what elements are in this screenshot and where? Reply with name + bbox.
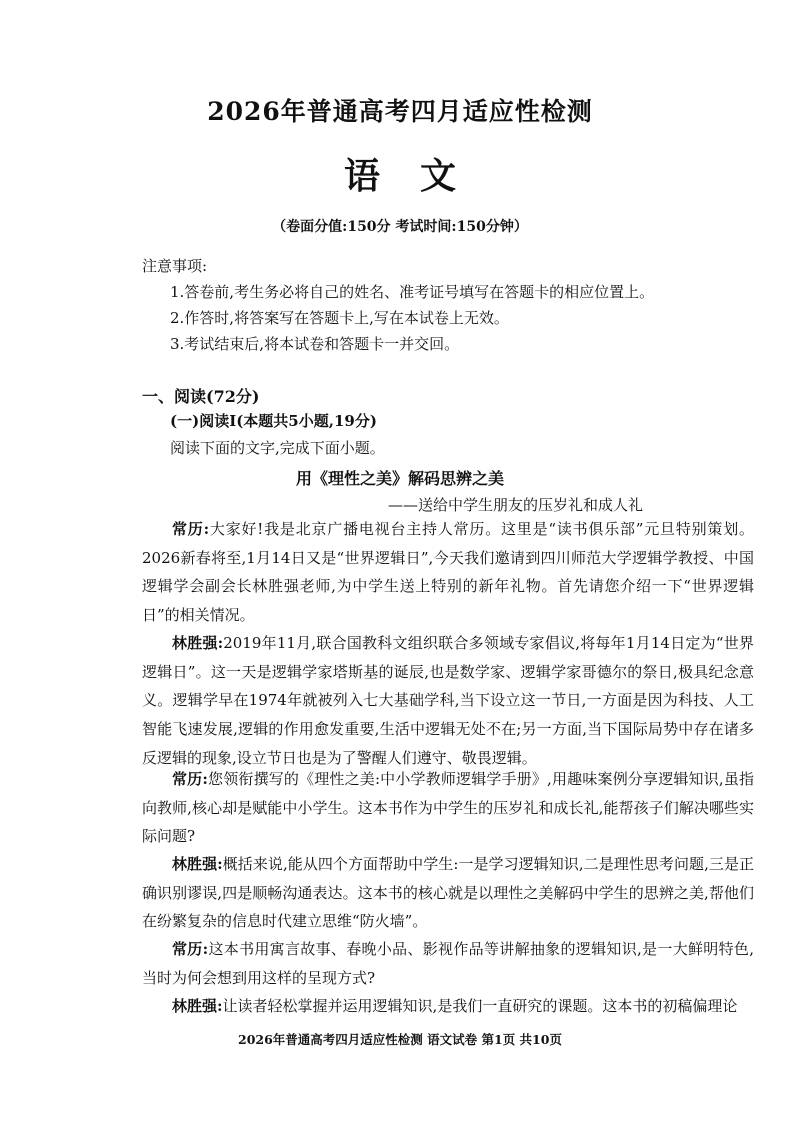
article-title: 用《理性之美》解码思辨之美 [295, 469, 504, 488]
article-subtitle: ——送给中学生朋友的压岁礼和成人礼 [388, 496, 644, 514]
dialogue-paragraph [142, 992, 754, 1021]
dialogue-paragraph [142, 765, 754, 851]
dialogue-paragraph [142, 515, 754, 630]
notice-item: 2.作答时,将答案写在答题卡上,写在本试卷上无效。 [170, 309, 509, 327]
speaker-name: 林胜强: [172, 855, 223, 873]
dialogue-paragraph [142, 935, 754, 992]
speaker-name: 常历: [172, 520, 210, 538]
speaker-name: 常历: [172, 770, 208, 788]
paragraph-text: 您领衔撰写的《理性之美:中小学教师逻辑学手册》,用趣味案例分享逻辑知识,虽指向教师,核心却是赋能中小学生。这本书作为中学生的压岁礼和成长礼,能帮孩子们解决哪些实际问题? [142, 770, 755, 846]
speaker-name: 林胜强: [172, 997, 223, 1015]
section-heading: 一、阅读(72分) [142, 387, 260, 406]
page-footer: 2026年普通高考四月适应性检测 语文试卷 第1页 共10页 [238, 1032, 562, 1047]
paragraph-text: 这本书用寓言故事、春晚小品、影视作品等讲解抽象的逻辑知识,是一大鲜明特色,当时为何会想到用这样的呈现方式? [142, 940, 754, 987]
notice-heading: 注意事项: [142, 257, 208, 275]
speaker-name: 常历: [172, 940, 209, 958]
subject-title: 语文 [343, 155, 496, 197]
dialogue-paragraph [142, 850, 754, 936]
section-instruction: 阅读下面的文字,完成下面小题。 [170, 439, 385, 457]
notice-item: 3.考试结束后,将本试卷和答题卡一并交回。 [170, 335, 460, 353]
paragraph-text: 2019年11月,联合国教科文组织联合多领域专家倡议,将每年1月14日定为“世界逻辑日”。这一天是逻辑学家塔斯基的诞辰,也是数学家、逻辑学家哥德尔的祭日,极具纪念意义。逻辑学早在1974年就被列入七大基础学科,当下设立这一节日,一方面是因为科技、人工智能飞速发展,逻辑的作用愈发重要,生活中逻辑无处不在;另一方面,当下国际局势中存在诸多反逻辑的现象,设立节日也是为了警醒人们遵守、敬畏逻辑。 [142, 634, 754, 767]
dialogue-paragraph [142, 629, 754, 773]
notice-item: 1.答卷前,考生务必将自己的姓名、准考证号填写在答题卡的相应位置上。 [170, 283, 655, 301]
paragraph-text: 大家好!我是北京广播电视台主持人常历。这里是“读书俱乐部”元旦特别策划。2026新春将至,1月14日又是“世界逻辑日”,今天我们邀请到四川师范大学逻辑学教授、中国逻辑学会副会长林胜强老师,为中学生送上特别的新年礼物。首先请您介绍一下“世界逻辑日”的相关情况。 [142, 520, 754, 625]
paragraph-text: 概括来说,能从四个方面帮助中学生:一是学习逻辑知识,二是理性思考问题,三是正确识别谬误,四是顺畅沟通表达。这本书的核心就是以理性之美解码中学生的思辨之美,帮他们在纷繁复杂的信息时代建立思维“防火墙”。 [142, 855, 754, 931]
exam-title: 2026年普通高考四月适应性检测 [207, 97, 593, 126]
section-subheading: (一)阅读Ⅰ(本题共5小题,19分) [170, 412, 377, 430]
exam-meta: （卷面分值:150分 考试时间:150分钟） [272, 219, 528, 235]
speaker-name: 林胜强: [172, 634, 224, 652]
paragraph-text: 让读者轻松掌握并运用逻辑知识,是我们一直研究的课题。这本书的初稿偏理论 [222, 997, 738, 1015]
